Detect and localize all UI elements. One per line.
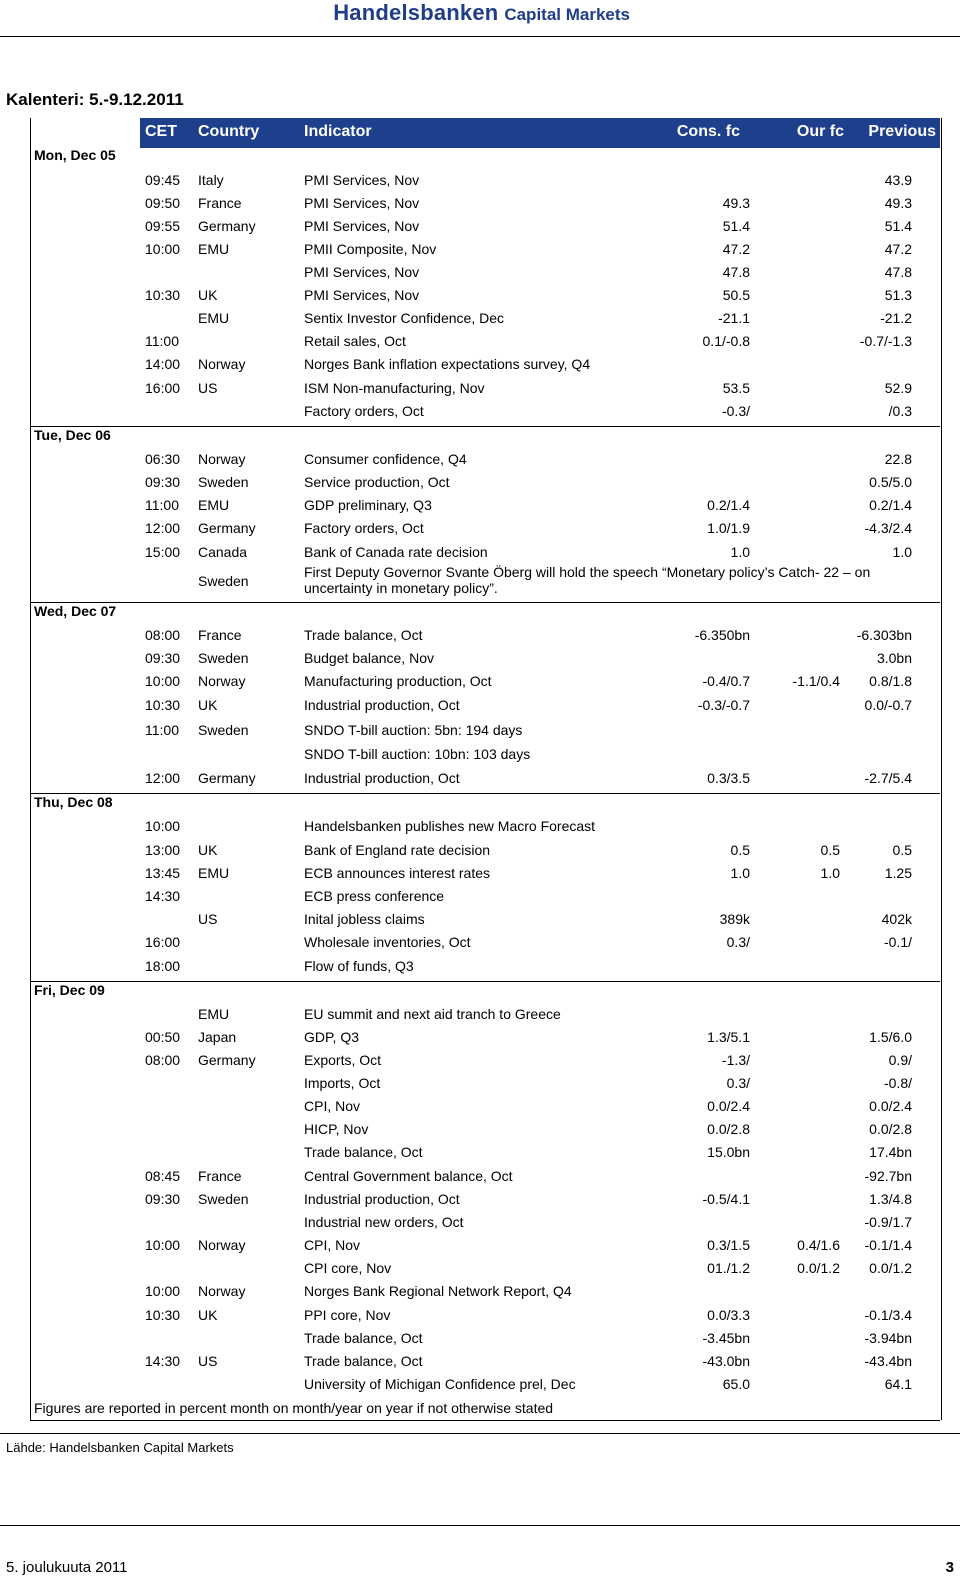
cell-country: Norway [198,1237,246,1253]
cell-country: Sweden [198,474,249,490]
cell-consensus: 0.0/2.8 [707,1121,750,1137]
cell-indicator: ECB announces interest rates [304,865,490,881]
cell-country: EMU [198,310,230,326]
cell-country: France [198,195,242,211]
cell-consensus: -3.45bn [702,1330,750,1346]
cell-indicator: Exports, Oct [304,1052,382,1068]
cell-consensus: -43.0bn [702,1353,750,1369]
cell-previous: 0.9/ [888,1052,912,1068]
day-divider [30,426,940,427]
col-cons: Cons. fc [676,123,740,140]
cell-previous: -6.303bn [856,627,912,643]
cell-our-forecast: 0.4/1.6 [797,1237,840,1253]
cell-previous: 47.8 [884,264,912,280]
cell-country: US [198,911,218,927]
cell-indicator: PMI Services, Nov [304,195,420,211]
cell-country: Sweden [198,650,249,666]
cell-country: EMU [198,497,230,513]
cell-consensus: 0.3/ [726,1075,750,1091]
cell-indicator: Budget balance, Nov [304,650,434,666]
cell-indicator: University of Michigan Confidence prel, Dec [304,1376,576,1392]
cell-consensus: 1.0 [730,544,750,560]
cell-time: 09:50 [145,195,181,211]
day-label: Tue, Dec 06 [34,427,111,443]
cell-indicator: PMI Services, Nov [304,218,420,234]
cell-previous: -43.4bn [864,1353,912,1369]
cell-country: Italy [198,172,224,188]
source-rule [0,1433,960,1434]
brand-name: Handelsbanken [333,0,499,25]
brand-logo [333,0,630,30]
brand-sub: Capital Markets [504,5,630,24]
cell-time: 08:00 [145,627,181,643]
footer-date: 5. joulukuuta 2011 [6,1559,128,1576]
cell-consensus: 47.2 [722,241,750,257]
cell-country: UK [198,287,218,303]
cell-previous: 0.2/1.4 [869,497,912,513]
cell-previous: 49.3 [884,195,912,211]
cell-time: 09:30 [145,650,181,666]
cell-consensus: 1.0/1.9 [707,520,750,536]
cell-consensus: 15.0bn [707,1144,750,1160]
cell-country: Canada [198,544,248,560]
cell-country: Norway [198,356,246,372]
cell-previous: 0.0/-0.7 [864,697,912,713]
cell-country: EMU [198,865,230,881]
cell-indicator: PMI Services, Nov [304,172,420,188]
cell-previous: 0.0/1.2 [869,1260,912,1276]
cell-consensus: 01./1.2 [707,1260,750,1276]
cell-country: Norway [198,673,246,689]
cell-time: 11:00 [145,722,179,738]
cell-time: 10:00 [145,241,181,257]
cell-previous: -4.3/2.4 [864,520,912,536]
cell-indicator: ECB press conference [304,888,445,904]
cell-consensus: -1.3/ [721,1052,750,1068]
source-text: Lähde: Handelsbanken Capital Markets [6,1440,234,1455]
cell-consensus: 50.5 [722,287,750,303]
top-rule [0,36,960,37]
cell-country: Japan [198,1029,237,1045]
cell-previous: 0.5 [892,842,912,858]
cell-indicator: Trade balance, Oct [304,1330,423,1346]
cell-indicator: Norges Bank inflation expectations survey, Q4 [304,356,591,372]
cell-indicator: Trade balance, Oct [304,627,423,643]
table-bottom-rule [30,1420,940,1421]
cell-indicator: Bank of England rate decision [304,842,491,858]
col-previous: Previous [868,123,936,140]
cell-consensus: 0.3/ [726,934,750,950]
col-cet: CET [145,123,177,140]
cell-country: Sweden [198,573,249,589]
cell-our-forecast: 1.0 [820,865,840,881]
cell-previous: 47.2 [884,241,912,257]
cell-indicator: Central Government balance, Oct [304,1168,513,1184]
cell-time: 14:30 [145,1353,181,1369]
cell-time: 12:00 [145,520,181,536]
cell-time: 10:30 [145,287,181,303]
cell-indicator: PPI core, Nov [304,1307,391,1323]
cell-indicator: Factory orders, Oct [304,403,424,419]
cell-previous: 64.1 [884,1376,912,1392]
cell-indicator: Factory orders, Oct [304,520,424,536]
cell-previous: /0.3 [888,403,912,419]
cell-previous: 1.25 [884,865,912,881]
cell-indicator: ISM Non-manufacturing, Nov [304,380,485,396]
cell-previous: 51.3 [884,287,912,303]
cell-time: 10:00 [145,1283,181,1299]
cell-consensus: 1.3/5.1 [707,1029,750,1045]
cell-indicator: First Deputy Governor Svante Öberg will hold the speech “Monetary policy’s Catch- 22 – on uncertainty in monetary policy”. [304,564,871,596]
day-label: Wed, Dec 07 [34,603,117,619]
cell-country: Sweden [198,722,249,738]
table-header [140,118,940,148]
cell-time: 10:30 [145,1307,181,1323]
cell-time: 16:00 [145,934,181,950]
cell-country: Sweden [198,1191,249,1207]
cell-indicator: Service production, Oct [304,474,450,490]
cell-indicator: Wholesale inventories, Oct [304,934,471,950]
cell-country: EMU [198,1006,230,1022]
cell-consensus: 0.0/2.4 [707,1098,750,1114]
cell-previous: -3.94bn [864,1330,912,1346]
cell-previous: -0.8/ [883,1075,912,1091]
cell-previous: -0.1/3.4 [864,1307,912,1323]
cell-previous: -92.7bn [864,1168,912,1184]
cell-our-forecast: 0.5 [820,842,840,858]
cell-time: 08:00 [145,1052,181,1068]
cell-indicator: Flow of funds, Q3 [304,958,414,974]
cell-indicator: Trade balance, Oct [304,1144,423,1160]
day-divider [30,602,940,603]
cell-previous: 402k [881,911,912,927]
cell-previous: 22.8 [884,451,912,467]
cell-indicator: Industrial production, Oct [304,770,460,786]
cell-country: Germany [198,770,256,786]
cell-indicator: Industrial production, Oct [304,1191,460,1207]
cell-indicator: PMII Composite, Nov [304,241,437,257]
cell-time: 10:00 [145,673,181,689]
cell-time: 00:50 [145,1029,181,1045]
cell-our-forecast: -1.1/0.4 [792,673,840,689]
cell-our-forecast: 0.0/1.2 [797,1260,840,1276]
cell-indicator: Consumer confidence, Q4 [304,451,467,467]
col-indicator: Indicator [304,123,372,140]
cell-country: Norway [198,451,246,467]
cell-country: UK [198,697,218,713]
cell-indicator: GDP, Q3 [304,1029,359,1045]
cell-time: 06:30 [145,451,181,467]
cell-previous: -0.9/1.7 [864,1214,912,1230]
day-label: Thu, Dec 08 [34,794,113,810]
cell-country: UK [198,842,218,858]
cell-previous: 3.0bn [876,650,912,666]
cell-time: 10:30 [145,697,181,713]
cell-previous: 0.0/2.4 [869,1098,912,1114]
cell-indicator: EU summit and next aid tranch to Greece [304,1006,561,1022]
cell-previous: 1.3/4.8 [869,1191,912,1207]
cell-consensus: 53.5 [722,380,750,396]
cell-indicator: GDP preliminary, Q3 [304,497,432,513]
cell-country: US [198,1353,218,1369]
cell-time: 10:00 [145,1237,181,1253]
col-our: Our fc [796,123,844,140]
cell-indicator: Handelsbanken publishes new Macro Forecast [304,818,596,834]
cell-time: 10:00 [145,818,181,834]
footnote: Figures are reported in percent month on month/year on year if not otherwise stated [34,1400,554,1416]
cell-previous: -0.7/-1.3 [859,333,912,349]
cell-time: 08:45 [145,1168,181,1184]
cell-previous: 0.0/2.8 [869,1121,912,1137]
cell-time: 18:00 [145,958,181,974]
cell-indicator: SNDO T-bill auction: 10bn: 103 days [304,746,531,762]
cell-time: 09:30 [145,1191,181,1207]
cell-country: Norway [198,1283,246,1299]
cell-consensus: 49.3 [722,195,750,211]
page-title: Kalenteri: 5.-9.12.2011 [6,90,184,109]
cell-indicator: Retail sales, Oct [304,333,406,349]
cell-time: 11:00 [145,333,179,349]
cell-indicator: CPI, Nov [304,1237,361,1253]
cell-indicator: CPI core, Nov [304,1260,392,1276]
cell-consensus: -0.3/-0.7 [697,697,750,713]
cell-previous: 0.8/1.8 [869,673,912,689]
cell-previous: 1.0 [892,544,912,560]
cell-indicator: Imports, Oct [304,1075,381,1091]
cell-country: France [198,1168,242,1184]
cell-time: 14:00 [145,356,181,372]
cell-country: EMU [198,241,230,257]
day-label: Fri, Dec 09 [34,982,105,998]
cell-time: 13:45 [145,865,181,881]
cell-indicator: PMI Services, Nov [304,287,420,303]
cell-time: 11:00 [145,497,179,513]
cell-country: US [198,380,218,396]
cell-consensus: 51.4 [722,218,750,234]
cell-previous: 0.5/5.0 [869,474,912,490]
cell-indicator: Bank of Canada rate decision [304,544,488,560]
cell-previous: -0.1/ [883,934,912,950]
cell-consensus: 0.3/1.5 [707,1237,750,1253]
cell-consensus: 0.1/-0.8 [702,333,750,349]
cell-consensus: -6.350bn [694,627,750,643]
cell-indicator: Trade balance, Oct [304,1353,423,1369]
cell-consensus: 389k [719,911,750,927]
cell-previous: 43.9 [884,172,912,188]
cell-consensus: 47.8 [722,264,750,280]
cell-indicator: Norges Bank Regional Network Report, Q4 [304,1283,572,1299]
cell-time: 15:00 [145,544,181,560]
day-label: Mon, Dec 05 [34,147,116,163]
day-divider [30,793,940,794]
col-country: Country [198,123,260,140]
cell-indicator: SNDO T-bill auction: 5bn: 194 days [304,722,523,738]
cell-indicator: Industrial production, Oct [304,697,460,713]
cell-consensus: 0.5 [730,842,750,858]
cell-consensus: 0.0/3.3 [707,1307,750,1323]
cell-previous: 51.4 [884,218,912,234]
cell-country: Germany [198,520,256,536]
page-number: 3 [945,1559,954,1576]
cell-indicator: PMI Services, Nov [304,264,420,280]
cell-consensus: -0.3/ [721,403,750,419]
cell-country: Germany [198,218,256,234]
cell-consensus: -21.1 [718,310,750,326]
cell-previous: 1.5/6.0 [869,1029,912,1045]
cell-consensus: -0.4/0.7 [702,673,750,689]
cell-previous: -21.2 [880,310,912,326]
day-divider [30,981,940,982]
cell-time: 16:00 [145,380,181,396]
cell-consensus: 0.3/3.5 [707,770,750,786]
cell-time: 09:55 [145,218,181,234]
cell-country: Germany [198,1052,256,1068]
cell-previous: 52.9 [884,380,912,396]
cell-country: France [198,627,242,643]
cell-time: 09:30 [145,474,181,490]
cell-indicator: CPI, Nov [304,1098,361,1114]
cell-indicator: Manufacturing production, Oct [304,673,492,689]
cell-consensus: 65.0 [722,1376,750,1392]
cell-consensus: 0.2/1.4 [707,497,750,513]
cell-previous: -2.7/5.4 [864,770,912,786]
cell-indicator: Industrial new orders, Oct [304,1214,464,1230]
cell-indicator: Sentix Investor Confidence, Dec [304,310,504,326]
cell-previous: 17.4bn [869,1144,912,1160]
cell-time: 14:30 [145,888,181,904]
footer-rule [0,1525,960,1526]
cell-consensus: -0.5/4.1 [702,1191,750,1207]
cell-indicator: HICP, Nov [304,1121,369,1137]
cell-country: UK [198,1307,218,1323]
cell-previous: -0.1/1.4 [864,1237,912,1253]
cell-time: 09:45 [145,172,181,188]
cell-time: 12:00 [145,770,181,786]
cell-time: 13:00 [145,842,181,858]
cell-indicator: Inital jobless claims [304,911,425,927]
cell-consensus: 1.0 [730,865,750,881]
